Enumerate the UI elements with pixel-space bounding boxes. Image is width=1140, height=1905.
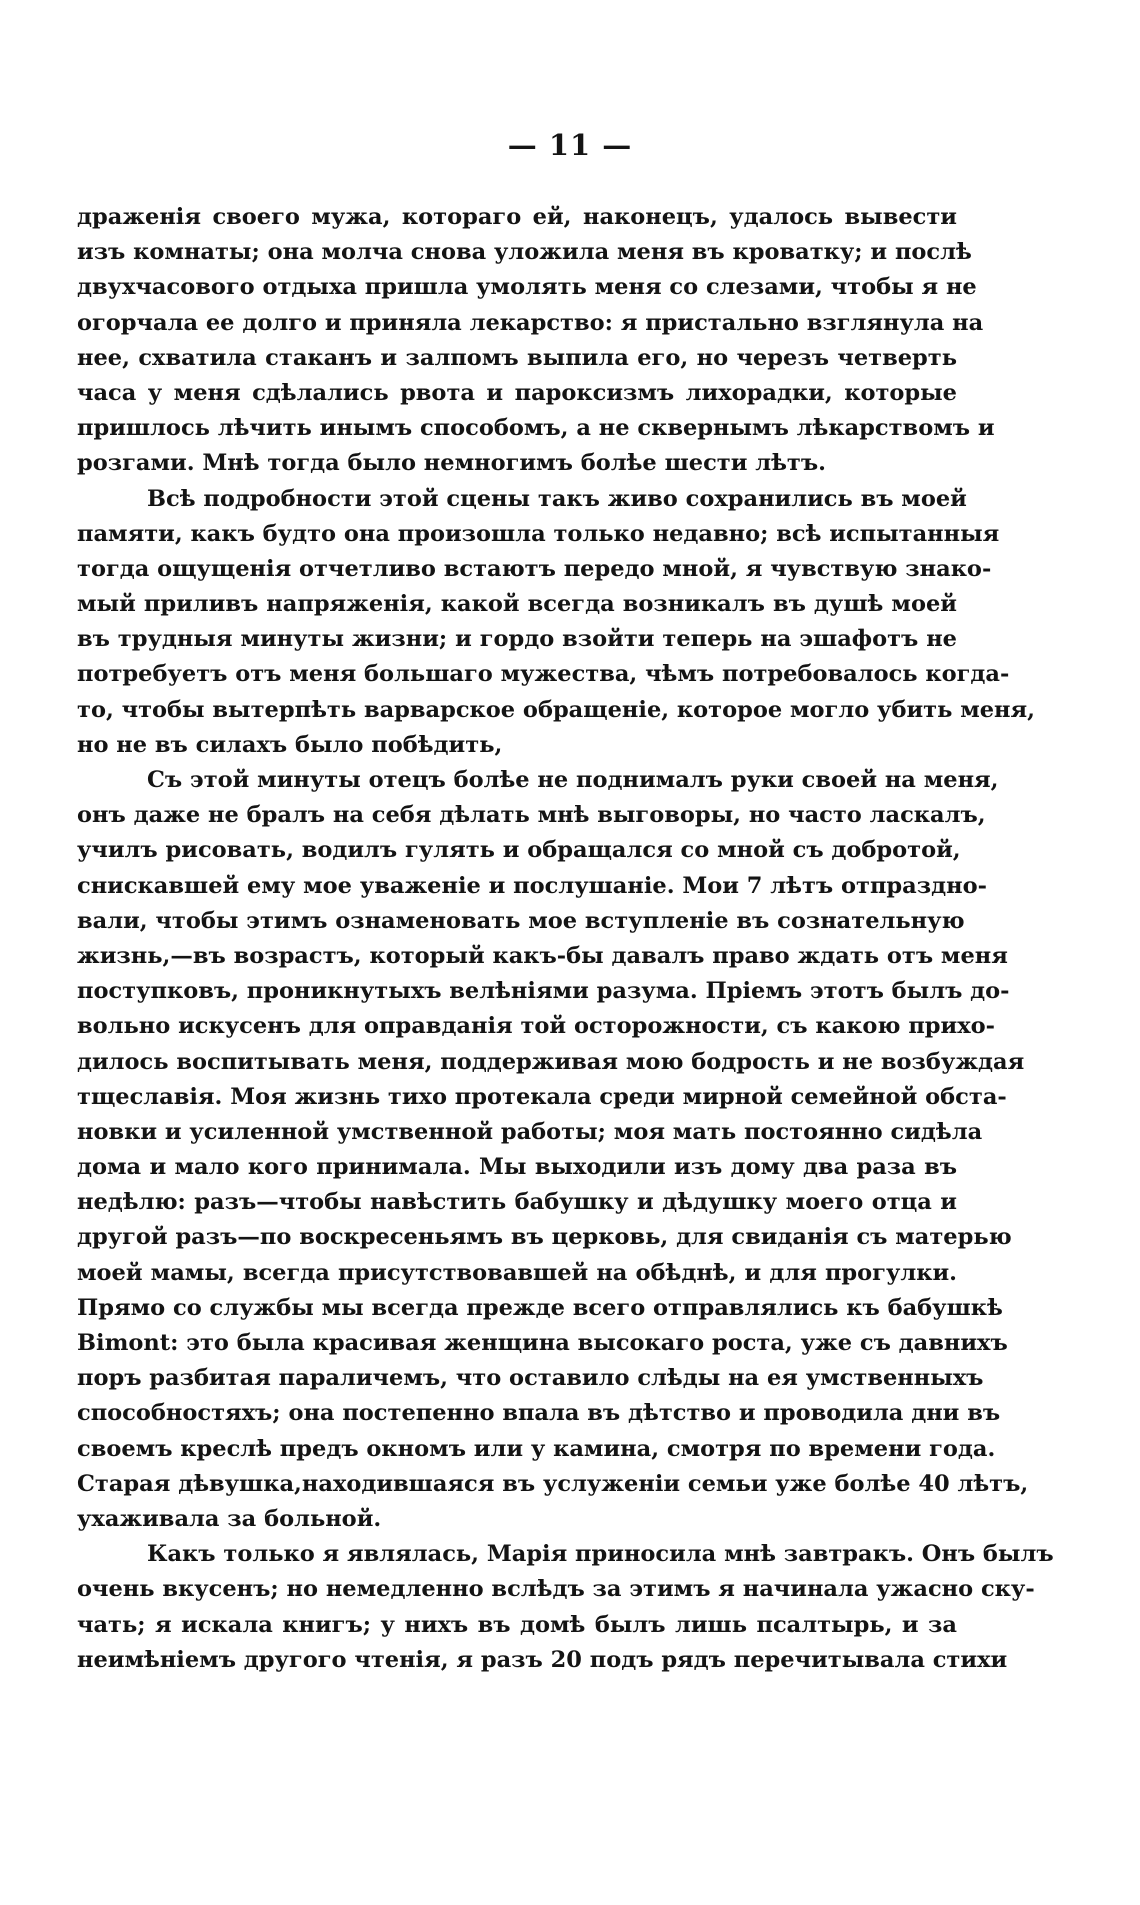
text-line: поступковъ, проникнутыхъ велѣніями разума. Пріемъ этотъ былъ до- [77, 978, 1010, 1005]
text-line: двухчасового отдыха пришла умолять меня со слезами, чтобы я не [77, 274, 977, 301]
text-line: вольно искусенъ для оправданія той осторожности, съ какою прихо- [77, 1013, 995, 1040]
paragraph [77, 763, 1029, 1537]
text-line: драженія своего мужа, котораго ей, наконецъ, удалось вывести [77, 204, 957, 230]
text-line: снискавшей ему мое уваженіе и послушаніе. Мои 7 лѣтъ отпраздно- [77, 872, 987, 899]
text-line: ухаживала за больной. [77, 1505, 382, 1532]
text-line: новки и усиленной умственной работы; моя мать постоянно сидѣла [77, 1118, 983, 1145]
text-line: способностяхъ; она постепенно впала въ дѣтство и проводила дни въ [77, 1400, 1001, 1427]
text-line: Какъ только я являлась, Марія приносила мнѣ завтракъ. Онъ былъ [147, 1541, 1054, 1568]
text-line: дилось воспитывать меня, поддерживая мою бодрость и не возбуждая [77, 1048, 1025, 1075]
text-line: неимѣніемъ другого чтенія, я разъ 20 подъ рядъ перечитывала стихи [77, 1646, 1008, 1673]
text-line: Съ этой минуты отецъ болѣе не поднималъ руки своей на меня, [147, 767, 999, 793]
text-line: Прямо со службы мы всегда прежде всего отправлялись къ бабушкѣ [77, 1294, 1003, 1321]
text-line: Всѣ подробности этой сцены такъ живо сохранились въ моей [147, 485, 967, 512]
text-line: дома и мало кого принимала. Мы выходили изъ дому два раза въ [77, 1154, 957, 1181]
text-line: Bimont: это была красивая женщина высокаго роста, уже съ давнихъ [77, 1330, 1008, 1356]
paragraph [77, 1537, 1054, 1678]
text-line: вали, чтобы этимъ ознаменовать мое вступленіе въ сознательную [77, 907, 965, 934]
text-line: потребуетъ отъ меня большаго мужества, чѣмъ потребовалось когда- [77, 661, 1010, 688]
text-line: моей мамы, всегда присутствовавшей на обѣднѣ, и для прогулки. [77, 1259, 957, 1286]
text-line: розгами. Мнѣ тогда было немногимъ болѣе шести лѣтъ. [77, 450, 826, 477]
text-line: жизнь,—въ возрастъ, который какъ-бы давалъ право ждать отъ меня [77, 942, 1008, 969]
text-line: нее, схватила стаканъ и залпомъ выпила его, но черезъ четверть [77, 344, 957, 371]
text-line: Старая дѣвушка,находившаяся въ услуженіи семьи уже болѣе 40 лѣтъ, [77, 1470, 1029, 1497]
paragraph [77, 200, 995, 482]
text-line: тогда ощущенія отчетливо встаютъ передо мной, я чувствую знако- [77, 555, 992, 582]
text-line: очень вкусенъ; но немедленно вслѣдъ за этимъ я начинала ужасно ску- [77, 1576, 1035, 1603]
text-line: то, чтобы вытерпѣть варварское обращеніе, которое могло убить меня, [77, 696, 1035, 723]
text-line: мый приливъ напряженія, какой всегда возникалъ въ душѣ моей [77, 591, 957, 618]
text-line: поръ разбитая параличемъ, что оставило слѣды на ея умственныхъ [77, 1365, 984, 1392]
text-line: часа у меня сдѣлались рвота и пароксизмъ лихорадки, которые [77, 379, 957, 406]
text-line: своемъ креслѣ предъ окномъ или у камина, смотря по времени года. [77, 1435, 996, 1462]
text-line: недѣлю: разъ—чтобы навѣстить бабушку и дѣдушку моего отца и [77, 1189, 957, 1216]
paragraph [77, 482, 1035, 764]
text-line: училъ рисовать, водилъ гулять и обращался со мной съ добротой, [77, 837, 961, 864]
text-line: пришлось лѣчить инымъ способомъ, а не сквернымъ лѣкарствомъ и [77, 415, 995, 442]
text-line: огорчала ее долго и приняла лекарство: я пристально взглянула на [77, 309, 984, 336]
page-number: — 11 — [507, 128, 633, 162]
text-line: памяти, какъ будто она произошла только недавно; всѣ испытанныя [77, 520, 1000, 547]
text-line: другой разъ—по воскресеньямъ въ церковь, для свиданія съ матерью [77, 1224, 1012, 1251]
text-line: въ трудныя минуты жизни; и гордо взойти теперь на эшафотъ не [77, 626, 957, 653]
text-line: но не въ силахъ было побѣдить, [77, 731, 503, 758]
text-line: чать; я искала книгъ; у нихъ въ домѣ былъ лишь псалтырь, и за [77, 1611, 957, 1638]
text-line: тщеславія. Моя жизнь тихо протекала среди мирной семейной обста- [77, 1083, 1007, 1110]
text-line: изъ комнаты; она молча снова уложила меня въ кроватку; и послѣ [77, 239, 972, 266]
text-line: онъ даже не бралъ на себя дѣлать мнѣ выговоры, но часто ласкалъ, [77, 802, 986, 829]
page-body-text [77, 200, 1054, 1678]
